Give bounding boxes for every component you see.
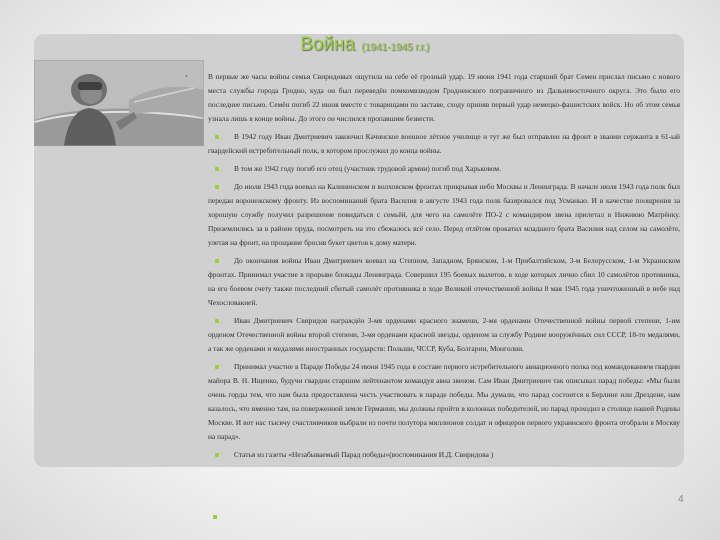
paragraph-3: До июля 1943 года воевал на Калининском и волховском фронтах прикрывая небо Москвы и Ленинграда. В начале июля 1943 года полк был передан воронежскому фронту. Из воспоминаний брата Василия в августе 1943 года полк базировался под Усманью. И в качестве поощрения за хорошую службу получил разрешение повидаться с семьёй, для чего на самолёте ПО-2 с командиром звена прилетал в Нижнюю Матрёнку. Приземлились за в районе пруда, посмотреть на это сбежалось всё село. Перед отлётом прокатил младшего брата Василия над селом на самолёте, улетая на фронт, на прощание бросив букет цветов к дому матери. [208, 180, 680, 250]
pilot-photo [34, 60, 204, 146]
pilot-in-cockpit-image [34, 60, 204, 146]
slide-title [300, 34, 429, 58]
paragraph-4: До окончания войны Иван Дмитриевич воевал на Степном, Западном, Брянском, 1-м Прибалтийском, 3-м Белорусском, 1-м Украинском фронтах. Принимал участие в прорыве блокады Ленинграда. Совершил 195 боевых вылетов, в ходе которых лично сбил 10 самолётов противника, на его боевом счету также последний сбитый самолёт противника в ходе Великой отечественной войны 8 мая 1945 года уничтоженный в небе над Чехословакией. [208, 254, 680, 310]
article-body [208, 70, 680, 462]
slide-title-years: (1941-1945 г.г.) [361, 42, 430, 53]
paragraph-2: В том же 1942 году погиб его отец (участник трудовой армии) погиб под Харьковом. [208, 162, 680, 176]
page-number: 4 [678, 494, 684, 505]
empty-bullet [213, 515, 217, 519]
paragraph-1: В 1942 году Иван Дмитриевич закончил Качинское военное лётное училище и тут же был отправлен на фронт в звании сержанта в 61-ый гвардейский истребительный полк, в котором прослужил до конца войны. [208, 130, 680, 158]
empty-bullets [213, 515, 217, 529]
paragraph-intro: В первые же часы войны семья Свиридовых ощутила на себе её грозный удар. 19 июня 1941 года старший брат Семен прислал письмо с нового места службы города Гродно, куда он был переведён помкомвзводом Гродненского пограничного из Дальневосточного округа. Это было его последнее письмо. Семён погиб 22 июня вместе с товарищами по заставе, сходу приняв первый удар немецко-фашистских войск. Но об этом семья узнала лишь в конце войны. До этого он числился пропавшим безвести. [208, 72, 680, 123]
slide-title-main: Война [300, 34, 355, 55]
paragraph-5: Иван Дмитриевич Свиридов награждён 3-мя орденами красного знамени, 2-мя орденами Отечественной войны первой степени, 1-им орденом Отечественной войны второй степени, 3-мя орденами красной звезды, орденом за службу Родине вооружённых сил СССР, 18-то медалями, а так же орденами и медалями иностранных государств: Польши, ЧССР, Куба, Болгарии, Монголии. [208, 314, 680, 356]
outer-bullet-marker: • [185, 72, 188, 81]
paragraph-7-source: Статья из газеты «Незабываемый Парад победы»(воспоминания И.Д. Свиридова ) [208, 448, 680, 462]
paragraph-6: Принимал участие в Параде Победы 24 июня 1945 года в составе первого истребительного авиационного полка под командованием гвардии майора В. Н. Ищенко, будучи гвардии старшим лейтенантом командуя авиа звеном. Сам Иван Дмитриевич так описывал парад победы: «Мы были очень горды тем, что нам была предоставлена честь участвовать в параде победы. Мы думали, что парад состоится в Берлине или Дрездене, нам казалось, что именно там, на поверженной земле Германии, мы должны пройти в колоннах победителей, но парад проходил в столице нашей Родины Москве. И вот нас тысячу счастливчиков выбрали из почти полутора миллионов солдат и офицеров первого украинского фронта отобрали в Москву на парад». [208, 360, 680, 444]
